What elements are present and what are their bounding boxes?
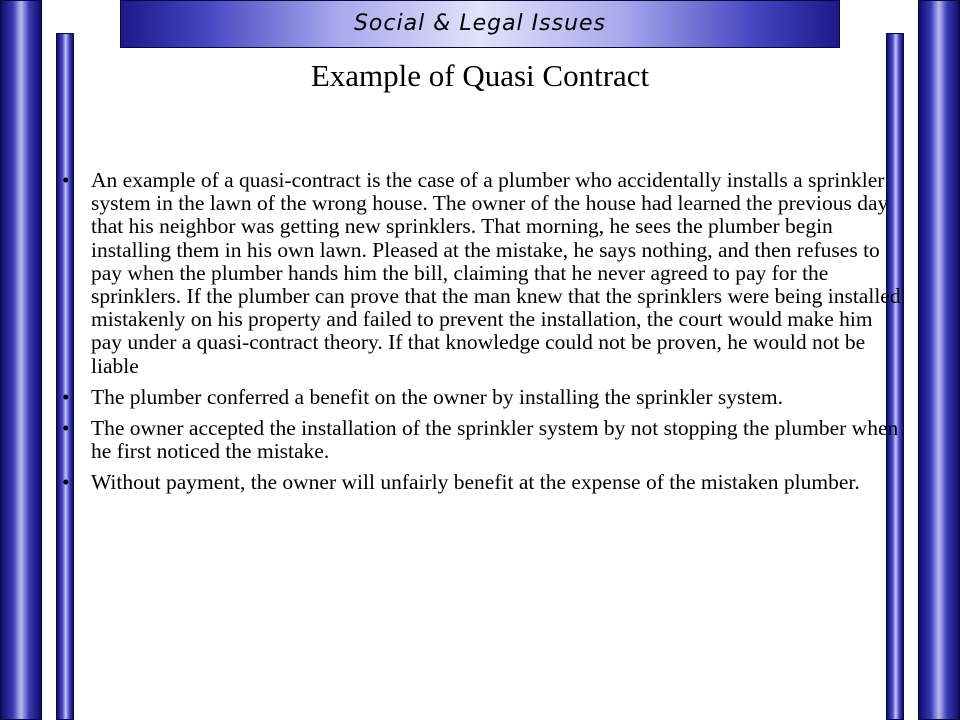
left-outer-decorative-bar bbox=[0, 0, 42, 720]
bullet-marker: • bbox=[62, 470, 70, 495]
bullet-list bbox=[62, 169, 908, 503]
bullet-item bbox=[62, 471, 908, 494]
header-banner-text: Social & Legal Issues bbox=[353, 11, 607, 36]
header-banner bbox=[120, 0, 840, 48]
bullet-text: Without payment, the owner will unfairly benefit at the expense of the mistaken plumber. bbox=[91, 470, 860, 495]
right-outer-decorative-bar bbox=[918, 0, 960, 720]
bullet-item bbox=[62, 169, 908, 378]
bullet-marker: • bbox=[62, 384, 70, 409]
bullet-marker: • bbox=[62, 168, 70, 192]
bullet-text: An example of a quasi-contract is the case of a plumber who accidentally installs a sprinkler system in the lawn of the wrong house. The owner of the house had learned the previous day that his neighbor was getting new sprinklers. That morning, he sees the plumber begin installing them in his own lawn. Pleased at the mistake, he says nothing, and then refuses to pay when the plumber hands him the bill, claiming that he never agreed to pay for the sprinklers. If the plumber can prove that the man knew that the sprinklers were being installed mistakenly on his property and failed to prevent the installation, the court would make him pay under a quasi-contract theory. If that knowledge could not be proven, he would not be liable bbox=[91, 168, 901, 378]
bullet-text: The plumber conferred a benefit on the owner by installing the sprinkler system. bbox=[91, 384, 783, 409]
bullet-item bbox=[62, 417, 908, 463]
bullet-text: The owner accepted the installation of the sprinkler system by not stopping the plumber when he first noticed the mistake. bbox=[91, 416, 899, 464]
bullet-item bbox=[62, 386, 908, 409]
bullet-marker: • bbox=[62, 416, 70, 441]
slide-title: Example of Quasi Contract bbox=[310, 58, 650, 93]
